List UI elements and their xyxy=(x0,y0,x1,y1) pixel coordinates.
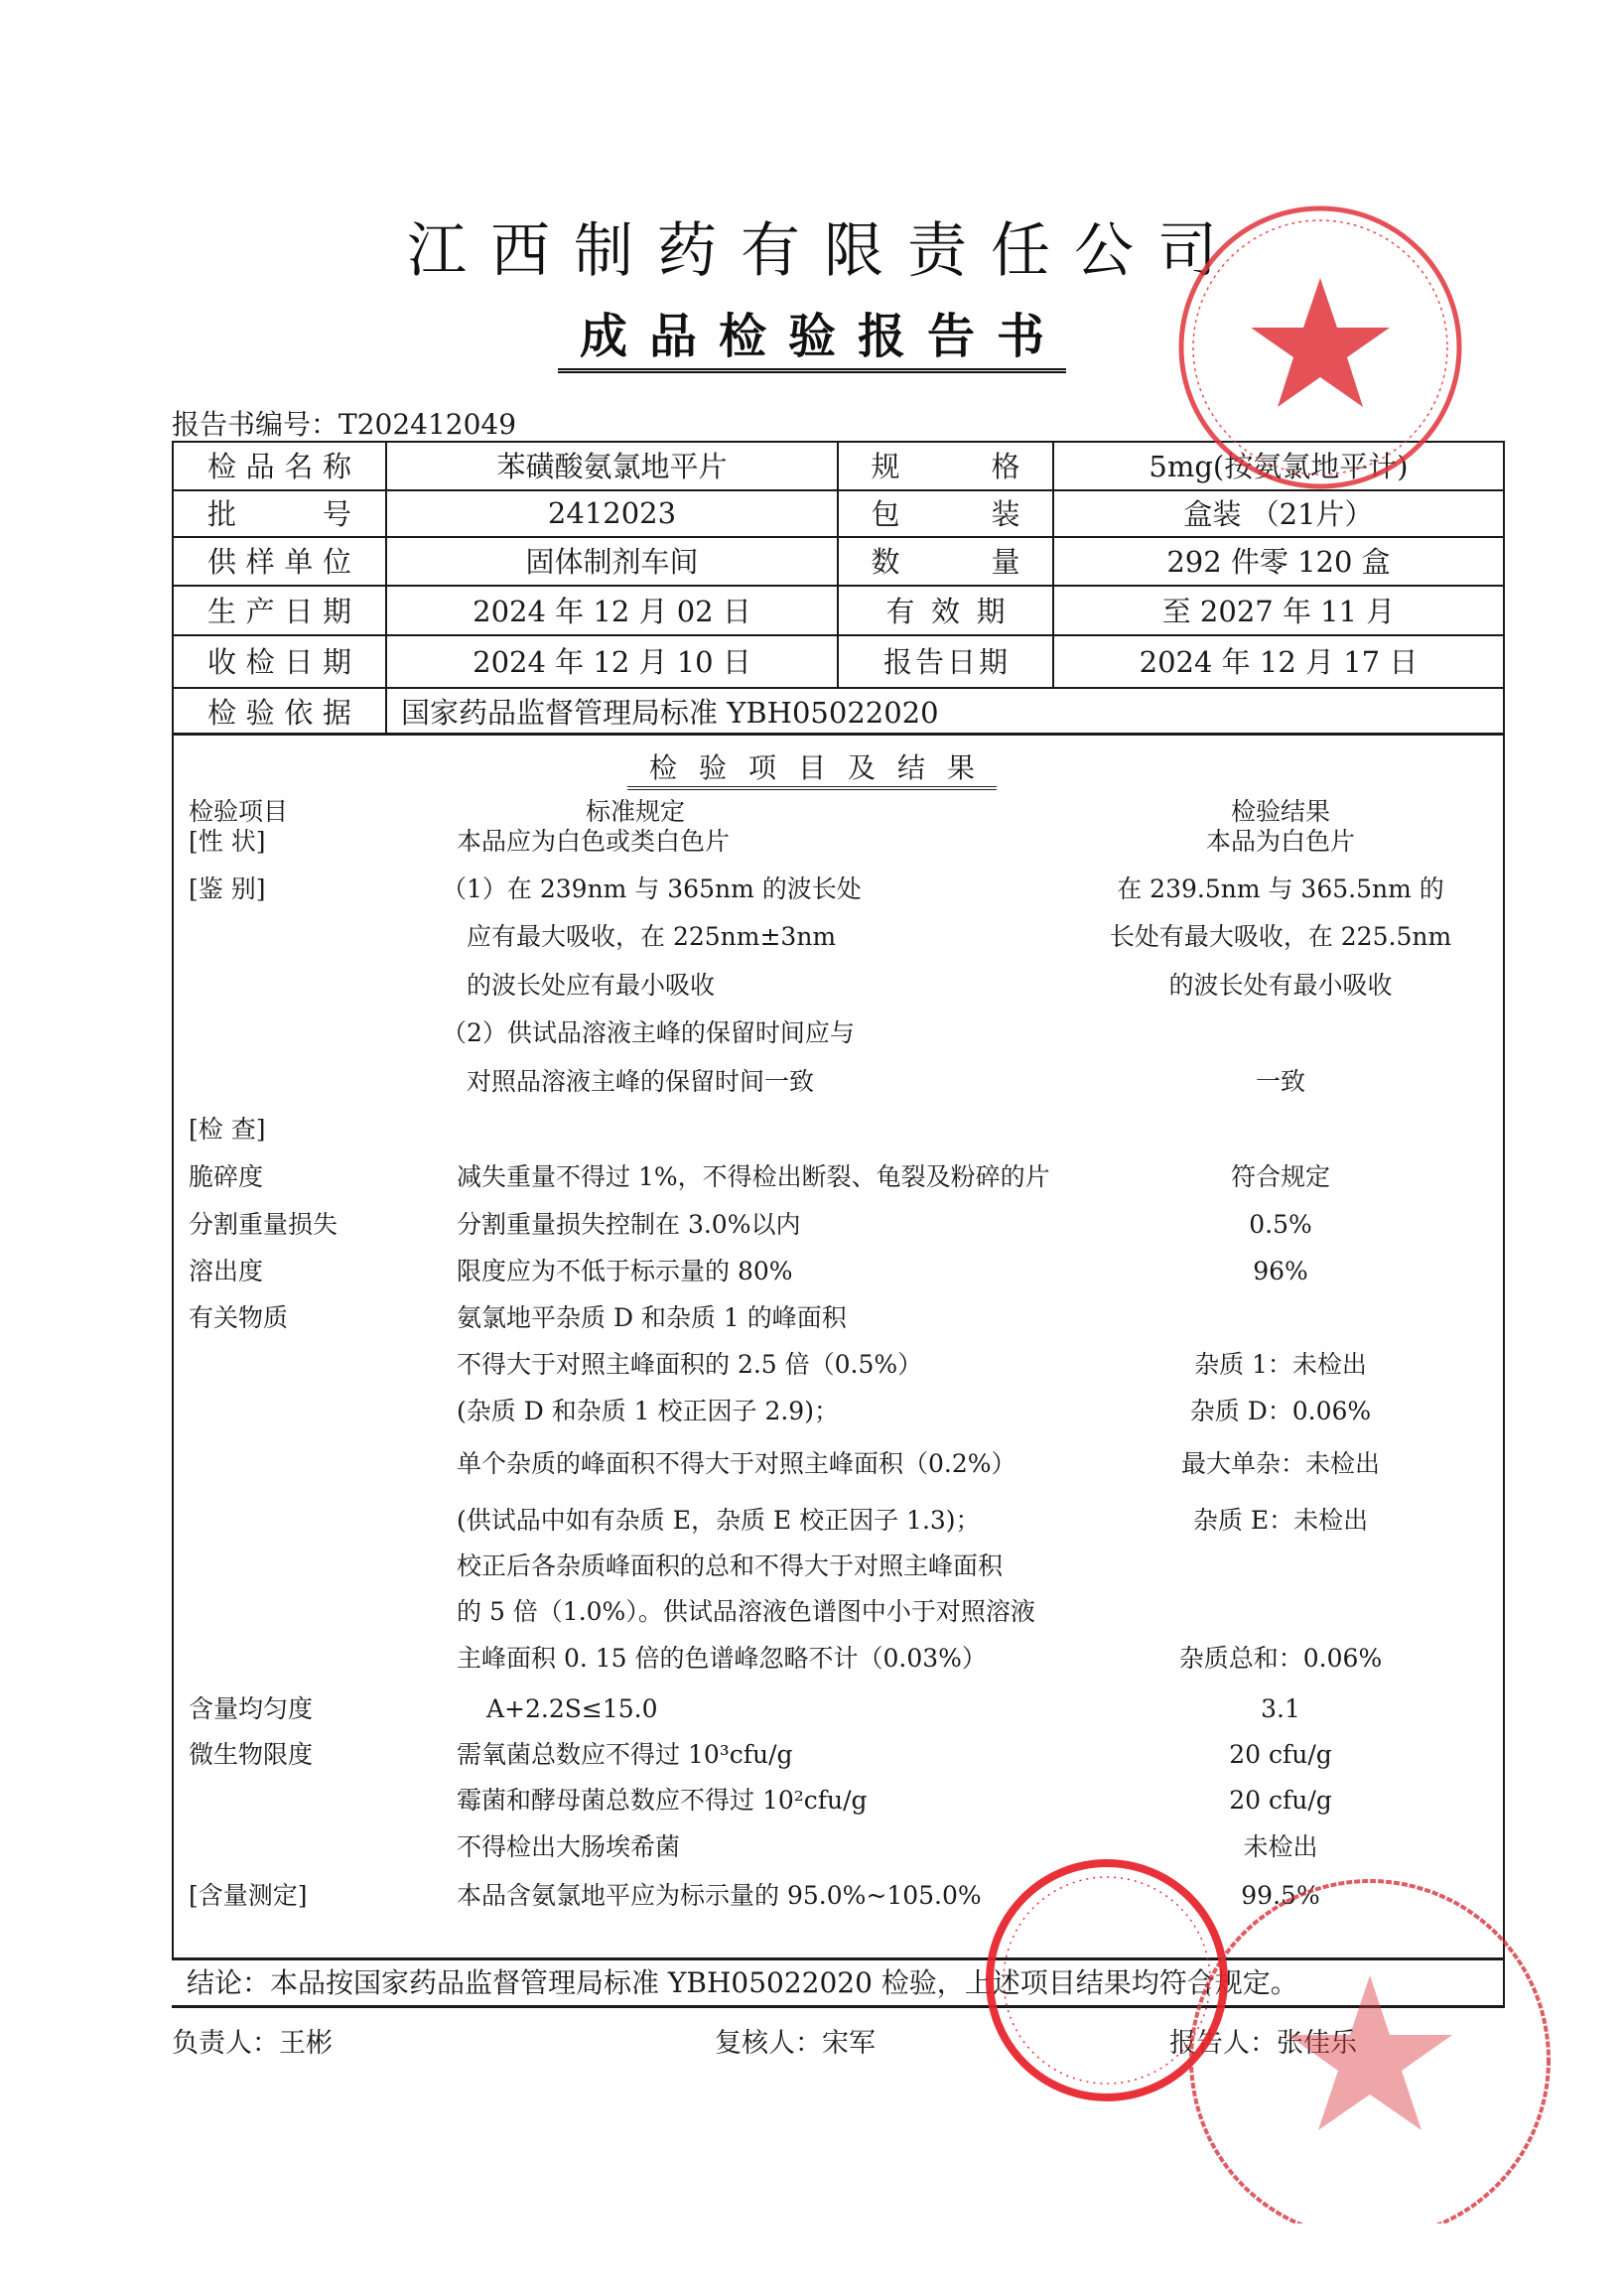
result-value: 在 239.5nm 与 365.5nm 的 xyxy=(1117,875,1444,903)
result-item-name: [含量测定] xyxy=(189,1881,308,1910)
info-label-chars xyxy=(883,640,1008,681)
info-value: 2024 年 12 月 17 日 xyxy=(1139,645,1419,679)
info-label-char: 日 xyxy=(284,594,314,628)
basis-label-chars xyxy=(207,691,351,732)
info-label-char: 检 xyxy=(207,695,237,730)
info-label-char: 期 xyxy=(322,594,351,628)
result-standard: 对照品溶液主峰的保留时间一致 xyxy=(467,1067,815,1096)
result-item-name: 微生物限度 xyxy=(189,1740,314,1769)
info-label xyxy=(174,441,385,489)
result-item-name: 分割重量损失 xyxy=(189,1210,338,1239)
result-value: 杂质 E：未检出 xyxy=(1192,1506,1369,1535)
info-value: 5mg(按氨氯地平计) xyxy=(1149,450,1409,483)
info-label-char: 装 xyxy=(991,497,1020,531)
info-label-chars xyxy=(872,445,1020,485)
info-label xyxy=(839,441,1052,489)
result-standard: 霉菌和酵母菌总数应不得过 10²cfu/g xyxy=(457,1786,868,1815)
info-label-char: 品 xyxy=(245,450,275,483)
result-standard: 不得检出大肠埃希菌 xyxy=(457,1832,681,1861)
info-label-chars xyxy=(886,590,1006,630)
result-standard: 氨氯地平杂质 D 和杂质 1 的峰面积 xyxy=(457,1303,847,1332)
document-title-text: 成品检验报告书 xyxy=(558,298,1066,373)
info-label-chars xyxy=(207,445,351,485)
info-label-chars xyxy=(872,492,1020,533)
result-item-name: 溶出度 xyxy=(189,1257,264,1285)
info-value: 2024 年 12 月 02 日 xyxy=(473,594,751,628)
info-label-char: 批 xyxy=(207,497,237,531)
result-item-name: 含量均匀度 xyxy=(189,1694,314,1723)
result-value: 的波长处有最小吸收 xyxy=(1168,971,1393,1000)
result-value: 0.5% xyxy=(1249,1210,1312,1239)
info-label-char: 报 xyxy=(883,645,913,679)
result-standard: （1）在 239nm 与 365nm 的波长处 xyxy=(442,875,862,903)
info-label-char: 据 xyxy=(322,695,351,730)
col-header-standard: 标准规定 xyxy=(586,797,686,826)
info-value: 2024 年 12 月 10 日 xyxy=(473,645,751,679)
info-label-char: 日 xyxy=(284,645,314,679)
result-standard: (杂质 D 和杂质 1 校正因子 2.9)； xyxy=(457,1397,839,1425)
basis-label xyxy=(174,688,385,734)
report-number-label: 报告书编号： xyxy=(172,408,339,441)
info-label-char: 期 xyxy=(322,645,351,679)
result-value: 20 cfu/g xyxy=(1229,1740,1332,1769)
signature-reporter: 报告人：张佳乐 xyxy=(1169,2028,1357,2059)
info-label-char: 名 xyxy=(284,450,314,483)
col-header-result: 检验结果 xyxy=(1230,797,1330,826)
result-item-name: 脆碎度 xyxy=(189,1162,264,1191)
result-standard: 限度应为不低于标示量的 80% xyxy=(457,1257,793,1285)
info-label-char: 期 xyxy=(978,645,1008,679)
info-label xyxy=(174,634,385,687)
conclusion-text: 结论：本品按国家药品监督管理局标准 YBH05022020 检验，上述项目结果均符合规定。 xyxy=(187,1966,1298,1999)
info-label-char: 日 xyxy=(946,645,976,679)
results-heading xyxy=(0,746,1624,790)
result-standard: 主峰面积 0. 15 倍的色谱峰忽略不计（0.03%） xyxy=(457,1644,987,1673)
info-label-char: 检 xyxy=(245,645,275,679)
info-label-char: 效 xyxy=(930,594,960,628)
info-label-char: 告 xyxy=(914,645,944,679)
result-value: 最大单杂：未检出 xyxy=(1180,1449,1380,1478)
result-item-name: [鉴 别] xyxy=(189,875,266,903)
info-label-char: 号 xyxy=(322,497,351,531)
result-item-name: 有关物质 xyxy=(189,1303,289,1332)
info-label-char: 称 xyxy=(322,450,351,483)
table-border-right xyxy=(1503,441,1505,2007)
signature-responsible: 负责人：王彬 xyxy=(172,2028,333,2059)
report-number-value: T202412049 xyxy=(338,408,517,441)
info-label xyxy=(839,489,1052,536)
info-label-char: 期 xyxy=(976,594,1006,628)
result-value: 99.5% xyxy=(1241,1881,1320,1910)
result-standard: 单个杂质的峰面积不得大于对照主峰面积（0.2%） xyxy=(457,1449,1016,1478)
result-standard: 减失重量不得过 1%，不得检出断裂、龟裂及粉碎的片 xyxy=(457,1162,1050,1191)
info-label-char: 收 xyxy=(207,645,237,679)
basis-value: 国家药品监督管理局标准 YBH05022020 xyxy=(401,695,939,730)
info-label-char: 规 xyxy=(871,450,900,483)
info-value: 固体制剂车间 xyxy=(525,545,699,579)
result-item-name: [性 状] xyxy=(189,827,266,856)
result-value: 20 cfu/g xyxy=(1229,1786,1332,1815)
result-value: 长处有最大吸收，在 225.5nm xyxy=(1109,922,1452,951)
result-standard: 分割重量损失控制在 3.0%以内 xyxy=(457,1210,801,1239)
info-label-char: 依 xyxy=(284,695,314,730)
result-standard: 不得大于对照主峰面积的 2.5 倍（0.5%） xyxy=(457,1350,923,1379)
info-label xyxy=(839,536,1052,585)
signature-reviewer: 复核人：宋军 xyxy=(715,2028,876,2059)
info-label-char: 生 xyxy=(207,594,237,628)
results-heading-text: 检验项目及结果 xyxy=(627,746,997,790)
result-value: 未检出 xyxy=(1243,1832,1318,1861)
conclusion-border-bottom xyxy=(172,2005,1505,2008)
result-value: 一致 xyxy=(1255,1067,1305,1096)
info-value: 292 件零 120 盒 xyxy=(1166,545,1391,579)
info-label-chars xyxy=(207,640,351,681)
info-label-chars xyxy=(207,540,351,581)
company-title: 江西制药有限责任公司 xyxy=(407,216,1241,286)
info-label-char: 检 xyxy=(207,450,237,483)
result-value: 杂质总和：0.06% xyxy=(1178,1644,1383,1673)
info-label-char: 验 xyxy=(245,695,275,730)
info-label-char: 有 xyxy=(885,594,915,628)
result-value: 3.1 xyxy=(1261,1694,1300,1723)
info-label-char: 量 xyxy=(991,545,1020,579)
info-label-char: 格 xyxy=(991,450,1020,483)
info-label-char: 供 xyxy=(207,545,237,579)
result-standard: (供试品中如有杂质 E，杂质 E 校正因子 1.3)； xyxy=(457,1506,981,1535)
report-number xyxy=(172,403,516,443)
info-label-char: 单 xyxy=(284,545,314,579)
result-standard: A+2.2S≤15.0 xyxy=(486,1694,658,1723)
info-value: 2412023 xyxy=(547,495,677,530)
result-standard: 的 5 倍（1.0%）。供试品溶液色谱图中小于对照溶液 xyxy=(457,1597,1035,1626)
info-label-char: 位 xyxy=(322,545,351,579)
result-value: 杂质 1：未检出 xyxy=(1194,1350,1367,1379)
info-value: 苯磺酸氨氯地平片 xyxy=(496,450,728,483)
result-standard: （2）供试品溶液主峰的保留时间应与 xyxy=(442,1018,855,1047)
info-label-chars xyxy=(872,540,1020,581)
info-label xyxy=(839,634,1052,687)
result-value: 96% xyxy=(1253,1257,1308,1285)
info-label xyxy=(174,585,385,634)
info-label-char: 包 xyxy=(871,497,900,531)
conclusion-border-top xyxy=(172,1957,1505,1960)
info-label-chars xyxy=(207,590,351,630)
info-label-char: 数 xyxy=(871,545,900,579)
result-value: 本品为白色片 xyxy=(1205,827,1355,856)
result-value: 杂质 D：0.06% xyxy=(1189,1397,1372,1425)
result-standard: 需氧菌总数应不得过 10³cfu/g xyxy=(457,1740,793,1769)
info-label xyxy=(174,489,385,536)
info-label-char: 样 xyxy=(245,545,275,579)
result-standard: 本品应为白色或类白色片 xyxy=(457,827,731,856)
info-label-char: 产 xyxy=(245,594,275,628)
info-label-chars xyxy=(207,492,351,533)
result-standard: 的波长处应有最小吸收 xyxy=(467,971,716,1000)
document-title xyxy=(0,298,1624,373)
result-item-name: [检 查] xyxy=(189,1115,266,1144)
info-value: 盒装 （21片） xyxy=(1183,497,1374,531)
result-value: 符合规定 xyxy=(1230,1162,1330,1191)
info-value: 至 2027 年 11 月 xyxy=(1161,594,1396,628)
col-header-item: 检验项目 xyxy=(189,797,289,826)
result-standard: 本品含氨氯地平应为标示量的 95.0%~105.0% xyxy=(457,1881,982,1910)
result-standard: 校正后各杂质峰面积的总和不得大于对照主峰面积 xyxy=(457,1551,1004,1580)
result-standard: 应有最大吸收，在 225nm±3nm xyxy=(467,922,837,951)
info-label xyxy=(839,585,1052,634)
info-label xyxy=(174,536,385,585)
